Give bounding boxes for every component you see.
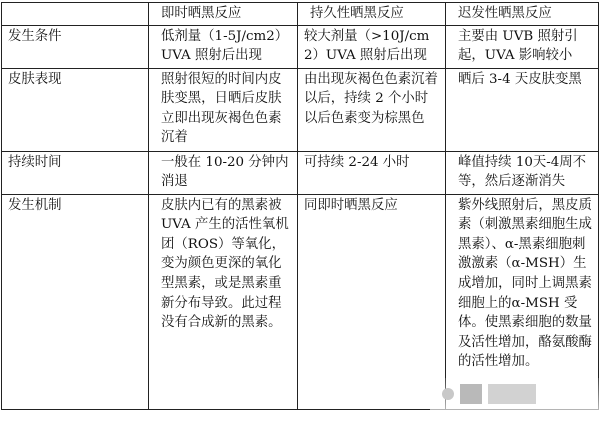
cell-duration-persistent: 可持续 2-24 小时 xyxy=(298,151,446,194)
header-empty-cell xyxy=(2,3,149,26)
cell-conditions-persistent: 较大剂量（>10J/cm2）UVA 照射后出现 xyxy=(298,25,446,68)
cell-appearance-delayed: 晒后 3-4 天皮肤变黑 xyxy=(446,68,599,151)
row-label-conditions: 发生条件 xyxy=(2,25,149,68)
table-header-row xyxy=(2,3,599,26)
cell-conditions-immediate: 低剂量（1-5J/cm2）UVA 照射后出现 xyxy=(149,25,298,68)
cell-conditions-delayed: 主要由 UVB 照射引起，UVA 影响较小 xyxy=(446,25,599,68)
header-delayed-tanning: 迟发性晒黑反应 xyxy=(446,3,599,26)
row-label-appearance: 皮肤表现 xyxy=(2,68,149,151)
cell-mechanism-delayed: 紫外线照射后，黑皮质素（刺激黑素细胞生成黑素）、α-黑素细胞刺激激素（α-MSH）生成增加，同时上调黑素细胞上的α-MSH 受体。使黑素细胞的数量及活性增加，酪氨酸酶的活性增加。 xyxy=(446,194,599,409)
cell-mechanism-persistent: 同即时晒黑反应 xyxy=(298,194,446,409)
watermark-bar-icon xyxy=(488,384,536,404)
row-label-mechanism: 发生机制 xyxy=(2,194,149,409)
watermark-logo-icon xyxy=(442,381,538,407)
cell-appearance-immediate: 照射很短的时间内皮肤变黑，日晒后皮肤立即出现灰褐色色素沉着 xyxy=(149,68,298,151)
header-persistent-tanning: 持久性晒黑反应 xyxy=(298,3,446,26)
tanning-reaction-table xyxy=(1,2,599,410)
table-row xyxy=(2,25,599,68)
cell-appearance-persistent: 由出现灰褐色色素沉着以后，持续 2 个小时以后色素变为棕黑色 xyxy=(298,68,446,151)
row-label-duration: 持续时间 xyxy=(2,151,149,194)
table-row xyxy=(2,68,599,151)
cell-mechanism-immediate: 皮肤内已有的黑素被UVA 产生的活性氧机团（ROS）等氧化，变为颜色更深的氧化型黑素，或是黑素重新分布导致。此过程没有合成新的黑素。 xyxy=(149,194,298,409)
cell-duration-immediate: 一般在 10-20 分钟内消退 xyxy=(149,151,298,194)
table-row xyxy=(2,151,599,194)
watermark-bar-icon xyxy=(460,384,482,404)
header-immediate-tanning: 即时晒黑反应 xyxy=(149,3,298,26)
watermark-dot-icon xyxy=(442,388,454,400)
table-row xyxy=(2,194,599,409)
cell-duration-delayed: 峰值持续 10天-4周不等，然后逐渐消失 xyxy=(446,151,599,194)
